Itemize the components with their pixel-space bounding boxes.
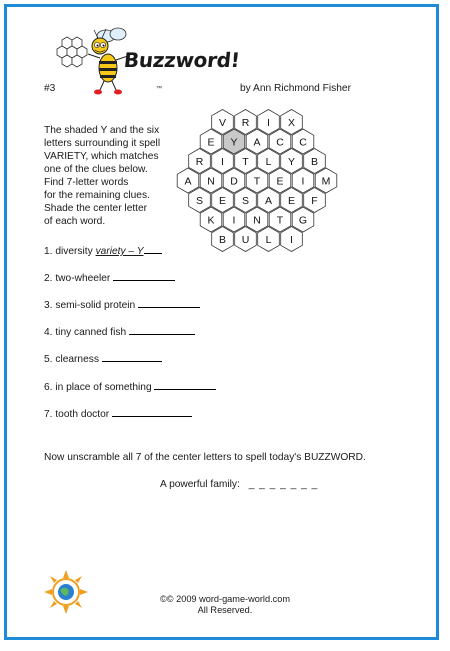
hex-letter: U bbox=[241, 233, 250, 246]
clue-text: clearness bbox=[55, 354, 99, 365]
hex-letter: L bbox=[265, 233, 272, 246]
trademark-mark: ™ bbox=[156, 86, 162, 92]
hex-letter: C bbox=[299, 136, 307, 149]
instruction-line: of each word. bbox=[44, 216, 106, 227]
hex-letter: I bbox=[221, 155, 224, 168]
answer-line[interactable] bbox=[129, 324, 195, 335]
rights-notice: All Reserved. bbox=[197, 605, 253, 615]
clue-1 bbox=[44, 243, 162, 258]
hex-letter: I bbox=[267, 116, 270, 129]
clue-number: 4. bbox=[44, 327, 53, 338]
hex-letter: D bbox=[230, 175, 238, 188]
hex-letter: G bbox=[298, 214, 308, 227]
unscramble-instruction: Now unscramble all 7 of the center letters to spell today's BUZZWORD. bbox=[44, 452, 366, 463]
instruction-line: Shade the center letter bbox=[44, 203, 148, 214]
answer-line[interactable] bbox=[112, 406, 192, 417]
hex-letter: E bbox=[276, 175, 284, 188]
hex-letter: S bbox=[195, 194, 204, 207]
answer-line[interactable] bbox=[113, 270, 175, 281]
hex-letter: T bbox=[276, 214, 284, 227]
hex-letter: M bbox=[321, 175, 331, 188]
clue-text: diversity bbox=[55, 246, 93, 257]
clue-text: tooth doctor bbox=[55, 409, 110, 420]
instruction-line: for the remaining clues. bbox=[44, 190, 150, 201]
instruction-line: VARIETY, which matches bbox=[44, 151, 159, 162]
clue-answer: variety – Y bbox=[95, 246, 144, 257]
clue-4 bbox=[44, 324, 195, 339]
issue-number: #3 bbox=[44, 83, 56, 94]
hex-letter: N bbox=[207, 175, 215, 188]
instruction-line: The shaded Y and the six bbox=[44, 125, 160, 136]
hex-letter: T bbox=[242, 155, 249, 168]
hex-letter: B bbox=[310, 155, 319, 168]
hex-letter: K bbox=[207, 214, 215, 227]
hex-letter: N bbox=[253, 214, 261, 227]
hex-letter: E bbox=[218, 194, 227, 207]
clue-number: 7. bbox=[44, 409, 53, 420]
hex-letter: S bbox=[241, 194, 250, 207]
hex-letter-grid bbox=[160, 108, 355, 268]
answer-line[interactable] bbox=[138, 297, 200, 308]
hex-letter: C bbox=[276, 136, 284, 149]
clue-number: 3. bbox=[44, 300, 53, 311]
hex-letter: X bbox=[287, 116, 296, 129]
puzzle-title: Buzzword! bbox=[122, 48, 241, 72]
answer-line[interactable] bbox=[102, 351, 162, 362]
hex-letter: T bbox=[253, 175, 261, 188]
hint-label: A powerful family: bbox=[160, 479, 240, 490]
hex-letter: L bbox=[265, 155, 272, 168]
copyright: ©© 2009 word-game-world.com bbox=[160, 594, 290, 604]
clue-7 bbox=[44, 406, 192, 421]
answer-line[interactable] bbox=[154, 379, 216, 390]
instruction-line: Find 7-letter words bbox=[44, 177, 129, 188]
clue-text: two-wheeler bbox=[55, 273, 111, 284]
hex-letter: B bbox=[218, 233, 227, 246]
hex-letter: F bbox=[311, 194, 318, 207]
clue-text: tiny canned fish bbox=[55, 327, 127, 338]
clue-6 bbox=[44, 379, 216, 394]
hex-letter: Y bbox=[287, 155, 296, 168]
hex-letter: A bbox=[253, 136, 261, 149]
clue-number: 5. bbox=[44, 354, 53, 365]
clue-text: semi-solid protein bbox=[55, 300, 136, 311]
clue-2 bbox=[44, 270, 175, 285]
hex-letter: A bbox=[184, 175, 192, 188]
unscramble-hint bbox=[160, 478, 318, 491]
honeycomb-icon bbox=[57, 37, 87, 67]
clue-3 bbox=[44, 297, 200, 312]
clue-number: 1. bbox=[44, 246, 53, 257]
hex-letter: Y bbox=[230, 136, 238, 149]
answer-line bbox=[144, 243, 162, 254]
hex-letter: I bbox=[232, 214, 236, 227]
instructions bbox=[44, 124, 160, 228]
clue-number: 2. bbox=[44, 273, 53, 284]
bee-icon bbox=[88, 28, 128, 95]
hex-letter: R bbox=[195, 155, 204, 168]
clue-5 bbox=[44, 351, 162, 366]
author-credit: by Ann Richmond Fisher bbox=[240, 83, 351, 94]
hex-letter: I bbox=[290, 233, 293, 246]
hex-letter: E bbox=[287, 194, 296, 207]
instruction-line: letters surrounding it spell bbox=[44, 138, 161, 149]
hex-letter: E bbox=[207, 136, 215, 149]
hex-letter: V bbox=[218, 116, 227, 129]
hex-letter: I bbox=[301, 175, 305, 188]
clue-number: 6. bbox=[44, 382, 53, 393]
clue-text: in place of something bbox=[55, 382, 152, 393]
answer-blanks[interactable]: _ _ _ _ _ _ _ bbox=[248, 479, 319, 490]
hex-letter: A bbox=[264, 194, 273, 207]
instruction-line: one of the clues below. bbox=[44, 164, 148, 175]
hex-letter: R bbox=[241, 116, 250, 129]
